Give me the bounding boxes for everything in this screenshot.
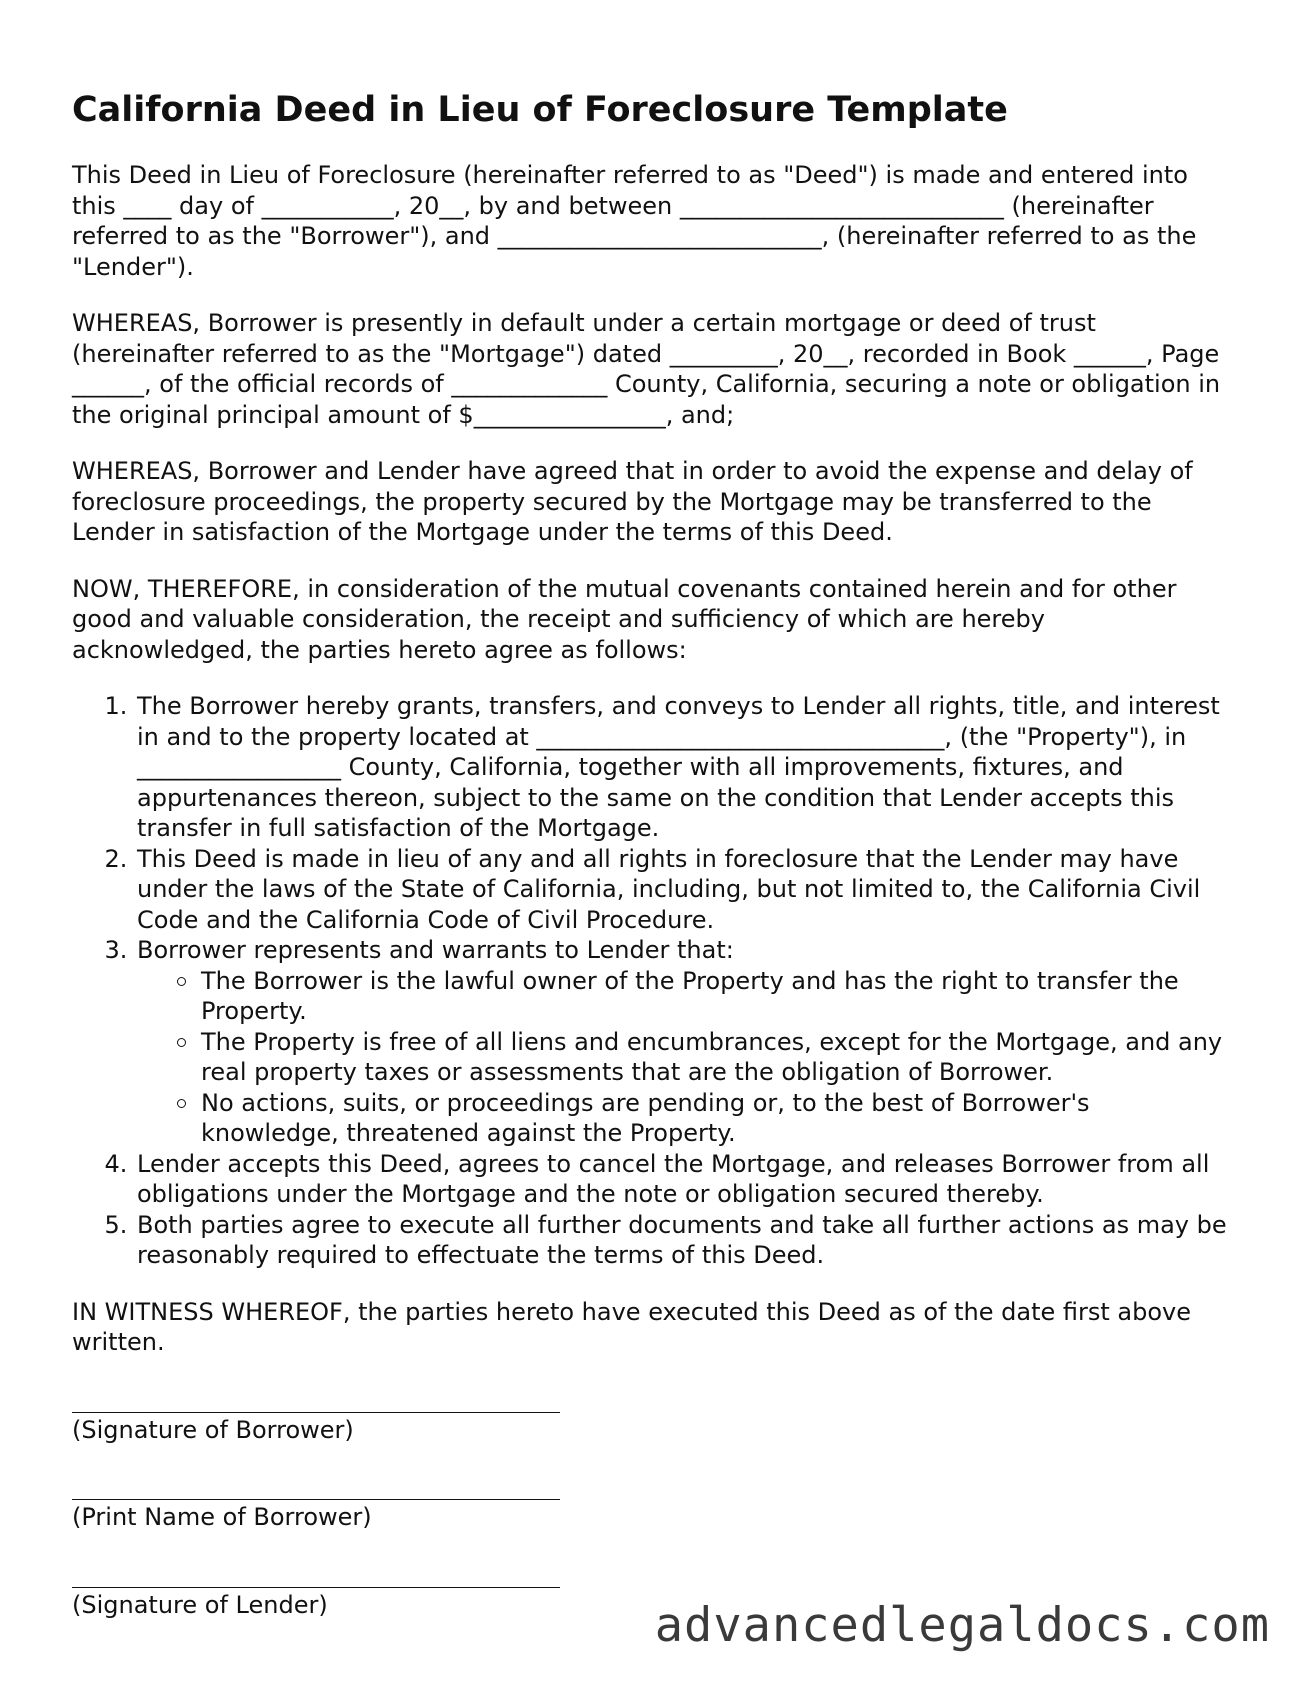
- representation-item: The Property is free of all liens and encumbrances, except for the Mortgage, and any real property taxes or assessments that are the obligation of Borrower.: [177, 1027, 1232, 1088]
- signature-label: (Signature of Lender): [72, 1590, 328, 1619]
- whereas-agreed-paragraph: WHEREAS, Borrower and Lender have agreed that in order to avoid the expense and delay of foreclosure proceedings, the property secured by the Mortgage may be transferred to the Lender in satisfaction of the Mortgage under the terms of this Deed.: [72, 457, 1193, 546]
- now-therefore-paragraph: NOW, THEREFORE, in consideration of the mutual covenants contained herein and for other good and valuable consideration, the receipt and sufficiency of which are hereby acknowledged, the parties hereto agree as follows:: [72, 574, 1177, 664]
- watermark: advancedlegaldocs.com: [654, 1598, 1270, 1653]
- term-item: [135, 1210, 1232, 1271]
- signature-line[interactable]: [72, 1471, 560, 1500]
- term-item: [135, 935, 1232, 1149]
- signature-line[interactable]: [72, 1559, 560, 1588]
- borrower-signature-field[interactable]: [72, 1384, 560, 1446]
- term-item: [135, 844, 1232, 936]
- signature-label: (Print Name of Borrower): [72, 1503, 372, 1531]
- witness-paragraph: IN WITNESS WHEREOF, the parties hereto have executed this Deed as of the date first above written.: [72, 1297, 1191, 1356]
- representation-item: No actions, suits, or proceedings are pending or, to the best of Borrower's knowledge, threatened against the Property.: [177, 1088, 1232, 1149]
- term-text: Lender accepts this Deed, agrees to cancel the Mortgage, and releases Borrower from all obligations under the Mortgage and the note or obligation secured thereby.: [137, 1149, 1210, 1208]
- whereas-default-paragraph: WHEREAS, Borrower is presently in default under a certain mortgage or deed of trust (hereinafter referred to as the "Mortgage") dated _________, 20__, recorded in Book ______, Page ______, of the official records of _____________ County, California, securing a note or obligation in the original principal amount of $________________, and;: [72, 309, 1221, 429]
- representations-list: [137, 966, 1232, 1149]
- term-text: This Deed is made in lieu of any and all rights in foreclosure that the Lender may have under the laws of the State of California, including, but not limited to, the California Civil Code and the California Code of Civil Procedure.: [137, 844, 1201, 934]
- lender-signature-field[interactable]: [72, 1559, 560, 1621]
- term-item: [135, 1149, 1232, 1210]
- terms-list: [72, 691, 1232, 1271]
- intro-paragraph: This Deed in Lieu of Foreclosure (hereinafter referred to as "Deed") is made and entered into this ____ day of ___________, 20__, by and between ___________________________ (hereinafter referred to as the "Borrower"), and ___________________________, (hereinafter referred to as the "Lender").: [72, 161, 1197, 281]
- representation-item: The Borrower is the lawful owner of the Property and has the right to transfer the Property.: [177, 966, 1232, 1027]
- signature-block: [72, 1384, 1232, 1621]
- document-page: [72, 86, 1232, 1646]
- term-text: Borrower represents and warrants to Lender that:: [137, 936, 734, 964]
- signature-label: (Signature of Borrower): [72, 1415, 354, 1444]
- borrower-print-name-field[interactable]: [72, 1471, 560, 1533]
- term-text: The Borrower hereby grants, transfers, and conveys to Lender all rights, title, and interest in and to the property located at __________________________________, (the "Property"), in _________________ County, California, together with all improvements, fixtures, and appurtenances thereon, subject to the same on the condition that Lender accepts this transfer in full satisfaction of the Mortgage.: [137, 692, 1220, 842]
- document-title: California Deed in Lieu of Foreclosure Template: [72, 90, 1008, 130]
- term-text: Both parties agree to execute all further documents and take all further actions as may be reasonably required to effectuate the terms of this Deed.: [137, 1210, 1227, 1269]
- signature-line[interactable]: [72, 1384, 560, 1413]
- term-item: [135, 691, 1232, 844]
